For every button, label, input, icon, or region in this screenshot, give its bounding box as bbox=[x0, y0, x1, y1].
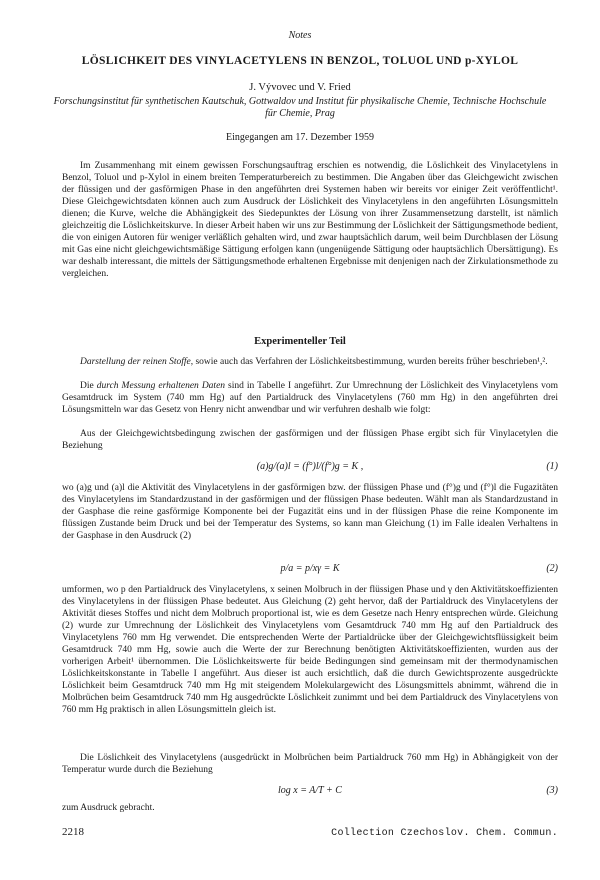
equation-3-expression: log x = A/T + C bbox=[278, 785, 342, 796]
intro-text: Im Zusammenhang mit einem gewissen Forschungsauftrag erschien es notwendig, die Löslichkeit des Vinylacetylens in Benzol, Toluol und p-Xylol in einem breiten Temperaturbereich zu bestimmen. Die Angaben über das Gleichgewicht zwischen der flüssigen und der gasförmigen Phase in den angeführten drei Systemen haben wir bereits vor einiger Zeit veröffentlicht¹. Diese Gleichgewichtsdaten können auch zum Ausdruck der Löslichkeit des Vinylacetylens in den angeführten Lösungsmitteln dienen; die Kurve, welche die Abhängigkeit des Siedepunktes der Lösung von ihrer Zusammensetzung darstellt, ist nämlich gleichzeitig die Löslichkeitskurve. In dieser Arbeit haben wir uns zur Bestimmung der Löslichkeit der Sättigungsmethode bedient, die von einigen Autoren für weniger verläßlich gehalten wird, und zwar hauptsächlich darum, weil beim Durchblasen der Lösung mit Gas eine nicht gleichgewichtsmäßige Sättigung erfolgen kann (ungenügende Sättigung oder hauptsächlich Übersättigung). Es war deshalb interessant, die mittels der Sättigungsmethode erhaltenen Ergebnisse mit denjenigen nach der Zirkulationsmethode zu vergleichen. bbox=[62, 161, 558, 279]
experimental-paragraph-1 bbox=[62, 356, 558, 368]
exp-p2-start: Die bbox=[80, 381, 97, 391]
journal-name: Collection Czechoslov. Chem. Commun. bbox=[331, 828, 558, 839]
article-title: LÖSLICHKEIT DES VINYLACETYLENS IN BENZOL, TOLUOL UND p-XYLOL bbox=[81, 55, 519, 67]
experimental-paragraph-4 bbox=[62, 482, 558, 542]
experimental-paragraph-3 bbox=[62, 428, 558, 452]
affiliation: Forschungsinstitut für synthetischen Kautschuk, Gottwaldov und Institut für physikalische Chemie, Technische Hochschule für Chemie, Prag bbox=[53, 96, 547, 119]
equation-2-expression: p/a = p/xγ = K bbox=[280, 563, 340, 574]
equation-3 bbox=[62, 784, 558, 798]
exp-p2-text: sind in Tabelle I angeführt. Zur Umrechnung der Löslichkeit des Vinylacetylens vom Gesamtdruck im System (740 mm Hg) auf den Partialdruck des Vinylacetylens (760 mm Hg) in den angeführten drei Lösungsmitteln war das Gesetz von Henry nicht anwendbar und wir verfuhren deshalb wie folgt: bbox=[62, 381, 558, 415]
exp-p1-text: sowie auch das Verfahren der Löslichkeitsbestimmung, wurden bereits früher beschrieben¹,². bbox=[193, 357, 548, 367]
exp-p5-text: umformen, wo p den Partialdruck des Vinylacetylens, x seinen Molbruch in der flüssigen Phase und γ den Aktivitätskoeffizienten des Vinylacetylens in der flüssigen Phase bedeutet. Aus Gleichung (2) geht hervor, daß der Partialdruck des Vinylacetylens der Aktivität dieses Stoffes und nicht dem Molbruch proportional ist, wie es dem Gesetze nach Henry entsprechen würde. Gleichung (2) wurde zur Umrechnung der Löslichkeit des Vinylacetylens vom Gesamtdruck 740 mm Hg auf den Partialdruck des Vinylacetylens 760 mm Hg verwendet. Die entsprechenden Werte der Partialdrücke über der Gleichgewichtsflüssigkeit beim Gesamtdruck 740 mm Hg, sowie auch die Werte der zur Berechnung benötigten Aktivitätskoeffizienten, wurden aus der vorherigen Arbeit¹ übernommen. Die Löslichkeitswerte für beide Bedingungen sind gemeinsam mit der thermodynamischen Löslichkeitskonstante in Tabelle I angeführt. Aus dieser ist auch ersichtlich, daß die durch Gewichtsprozente ausgedrückte Löslichkeit beim Gesamtdruck 740 mm Hg mit steigendem Molekulargewicht des Lösungsmittels abnimmt, während die in Molbrüchen beim Gesamtdruck 740 mm Hg ausgedrückte Löslichkeit zunimmt und bei dem Partialdruck des Vinylacetylens von 760 mm Hg praktisch in allen Lösungsmitteln gleich ist. bbox=[62, 585, 558, 715]
experimental-paragraph-2 bbox=[62, 380, 558, 416]
exp-p7-text: zum Ausdruck gebracht. bbox=[62, 803, 155, 813]
equation-1 bbox=[62, 460, 558, 474]
equation-1-number: (1) bbox=[546, 461, 558, 472]
experimental-paragraph-6 bbox=[62, 752, 558, 776]
experimental-paragraph-7 bbox=[62, 802, 558, 814]
exp-p6-text: Die Löslichkeit des Vinylacetylens (ausgedrückt in Molbrüchen beim Partialdruck 760 mm Hg) in Abhängigkeit von der Temperatur wurde durch die Beziehung bbox=[62, 753, 558, 775]
running-head: Notes bbox=[288, 30, 312, 41]
authors: J. Vývovec und V. Fried bbox=[249, 82, 351, 93]
exp-p1-italic: Darstellung der reinen Stoffe, bbox=[80, 357, 194, 367]
section-heading: Experimenteller Teil bbox=[254, 336, 346, 347]
exp-p4-text: wo (a)g und (a)l die Aktivität des Vinylacetylens in der gasförmigen bzw. der flüssigen Phase und (f°)g und (f°)l die Fugazitäten des Vinylacetylens im Standardzustand in der gasförmigen und der flüssigen Phase bedeuten. Wählt man als Standardzustand in der Gasphase die reine gasförmige Komponente bei der Fugazität eins und in der flüssigen Phase die reine Komponente im flüssigen Zustande beim Druck und bei der Temperatur des Systems, so kann man Gleichung (1) im Falle idealen Verhaltens in der Gasphase in den Ausdruck (2) bbox=[62, 483, 558, 541]
equation-2 bbox=[62, 562, 558, 576]
received-date: Eingegangen am 17. Dezember 1959 bbox=[225, 132, 374, 143]
intro-paragraph bbox=[62, 160, 558, 280]
page-number: 2218 bbox=[62, 826, 84, 838]
equation-2-number: (2) bbox=[546, 563, 558, 574]
equation-1-expression: (a)g/(a)l = (f°)l/(f°)g = K , bbox=[256, 461, 364, 472]
exp-p2-italic: durch Messung erhaltenen Daten bbox=[96, 381, 226, 391]
equation-3-number: (3) bbox=[546, 785, 558, 796]
exp-p3-text: Aus der Gleichgewichtsbedingung zwischen der gasförmigen und der flüssigen Phase ergibt sich für Vinylacetylen die Beziehung bbox=[62, 429, 558, 451]
experimental-paragraph-5 bbox=[62, 584, 558, 716]
